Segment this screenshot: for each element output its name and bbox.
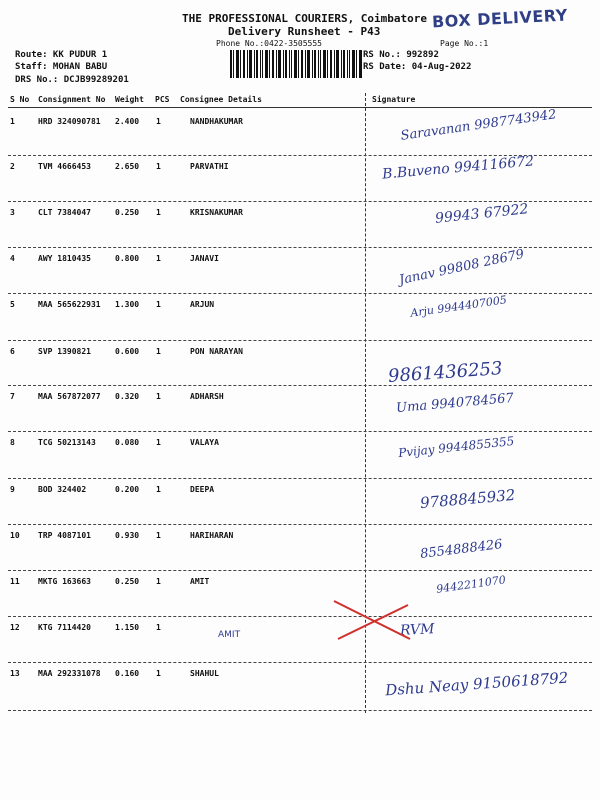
signature-handwriting: 9442211070 bbox=[435, 573, 507, 596]
weight-cell: 0.200 bbox=[115, 485, 140, 494]
col-header-signature: Signature bbox=[372, 95, 416, 104]
col-header-pcs: PCS bbox=[155, 95, 170, 104]
row-divider bbox=[8, 340, 592, 341]
pcs-cell: 1 bbox=[156, 669, 161, 678]
pcs-cell: 1 bbox=[156, 254, 161, 263]
consignment-no-cell: TCG 50213143 bbox=[38, 438, 96, 447]
pcs-cell: 1 bbox=[156, 300, 161, 309]
row-divider bbox=[8, 570, 592, 571]
consignee-cell: ADHARSH bbox=[190, 392, 224, 401]
signature-handwriting: Pvijay 9944855355 bbox=[397, 433, 515, 461]
consignee-cell: PON NARAYAN bbox=[190, 347, 243, 356]
drs-number: DRS No.: DCJB99289201 bbox=[15, 75, 129, 85]
row-divider bbox=[8, 247, 592, 248]
consignee-cell: SHAHUL bbox=[190, 669, 219, 678]
pcs-cell: 1 bbox=[156, 623, 161, 632]
sno-cell: 4 bbox=[10, 254, 15, 263]
sno-cell: 8 bbox=[10, 438, 15, 447]
row-divider bbox=[8, 385, 592, 386]
consignment-no-cell: MKTG 163663 bbox=[38, 577, 91, 586]
pcs-cell: 1 bbox=[156, 347, 161, 356]
weight-cell: 1.300 bbox=[115, 300, 140, 309]
sno-cell: 1 bbox=[10, 117, 15, 126]
consignment-no-cell: TVM 4666453 bbox=[38, 162, 91, 171]
sno-cell: 3 bbox=[10, 208, 15, 217]
pcs-cell: 1 bbox=[156, 531, 161, 540]
weight-cell: 0.600 bbox=[115, 347, 140, 356]
pcs-cell: 1 bbox=[156, 577, 161, 586]
row-divider bbox=[8, 478, 592, 479]
consignee-cell: AMIT bbox=[190, 577, 210, 586]
consignment-no-cell: TRP 4087101 bbox=[38, 531, 91, 540]
signature-handwriting: Janav 99808 28679 bbox=[397, 246, 526, 289]
sno-cell: 9 bbox=[10, 485, 15, 494]
pcs-cell: 1 bbox=[156, 392, 161, 401]
col-header-sno: S No bbox=[10, 95, 30, 104]
consignee-cell: PARVATHI bbox=[190, 162, 229, 171]
consignment-no-cell: BOD 324402 bbox=[38, 485, 87, 494]
consignment-no-cell: KTG 7114420 bbox=[38, 623, 91, 632]
pcs-cell: 1 bbox=[156, 117, 161, 126]
signature-handwriting: 9861436253 bbox=[387, 358, 504, 387]
handwritten-note: AMIT bbox=[218, 630, 241, 640]
row-divider bbox=[8, 524, 592, 525]
weight-cell: 0.250 bbox=[115, 208, 140, 217]
weight-cell: 0.250 bbox=[115, 577, 140, 586]
weight-cell: 2.400 bbox=[115, 117, 140, 126]
consignee-cell: ARJUN bbox=[190, 300, 215, 309]
pcs-cell: 1 bbox=[156, 438, 161, 447]
signature-handwriting: B.Buveno 994116672 bbox=[381, 153, 535, 183]
rs-number: RS No.: 992892 bbox=[363, 50, 439, 60]
sno-cell: 11 bbox=[10, 577, 20, 586]
sno-cell: 7 bbox=[10, 392, 15, 401]
signature-handwriting: Saravanan 9987743942 bbox=[399, 107, 558, 144]
sno-cell: 10 bbox=[10, 531, 20, 540]
consignee-cell: HARIHARAN bbox=[190, 531, 234, 540]
weight-cell: 0.320 bbox=[115, 392, 140, 401]
col-header-consignment: Consignment No bbox=[38, 95, 106, 104]
weight-cell: 1.150 bbox=[115, 623, 140, 632]
consignment-no-cell: SVP 1390821 bbox=[38, 347, 91, 356]
staff-label: Staff: MOHAN BABU bbox=[15, 62, 108, 72]
page-number: Page No.:1 bbox=[440, 39, 489, 48]
signature-handwriting: 99943 67922 bbox=[434, 201, 530, 227]
barcode-image bbox=[230, 50, 362, 78]
phone-number: Phone No.:0422-3505555 bbox=[216, 39, 322, 48]
consignee-cell: NANDHAKUMAR bbox=[190, 117, 243, 126]
sno-cell: 2 bbox=[10, 162, 15, 171]
row-divider bbox=[8, 616, 592, 617]
signature-handwriting: Uma 9940784567 bbox=[395, 390, 515, 417]
signature-handwriting: 8554888426 bbox=[419, 537, 504, 562]
weight-cell: 2.650 bbox=[115, 162, 140, 171]
col-header-consignee: Consignee Details bbox=[180, 95, 262, 104]
header-divider bbox=[8, 107, 592, 108]
pcs-cell: 1 bbox=[156, 162, 161, 171]
weight-cell: 0.800 bbox=[115, 254, 140, 263]
box-delivery-stamp: BOX DELIVERY bbox=[431, 5, 569, 32]
document-title: THE PROFESSIONAL COURIERS, Coimbatore bbox=[182, 12, 428, 25]
signature-handwriting: Arju 9944407005 bbox=[409, 293, 508, 320]
consignee-cell: VALAYA bbox=[190, 438, 219, 447]
signature-handwriting: RVM bbox=[399, 621, 435, 639]
row-divider bbox=[8, 431, 592, 432]
consignee-cell: DEEPA bbox=[190, 485, 215, 494]
signature-handwriting: Dshu Neay 9150618792 bbox=[384, 668, 569, 700]
weight-cell: 0.930 bbox=[115, 531, 140, 540]
row-divider bbox=[8, 710, 592, 711]
weight-cell: 0.160 bbox=[115, 669, 140, 678]
sno-cell: 5 bbox=[10, 300, 15, 309]
route-label: Route: KK PUDUR 1 bbox=[15, 50, 108, 60]
weight-cell: 0.080 bbox=[115, 438, 140, 447]
consignee-cell: KRISNAKUMAR bbox=[190, 208, 243, 217]
strike-through-mark bbox=[330, 595, 420, 645]
rs-date: RS Date: 04-Aug-2022 bbox=[363, 62, 472, 72]
document-subtitle: Delivery Runsheet - P43 bbox=[228, 25, 381, 38]
row-divider bbox=[8, 201, 592, 202]
consignment-no-cell: MAA 567872077 bbox=[38, 392, 101, 401]
consignment-no-cell: MAA 565622931 bbox=[38, 300, 101, 309]
pcs-cell: 1 bbox=[156, 485, 161, 494]
consignee-cell: JANAVI bbox=[190, 254, 219, 263]
consignment-no-cell: CLT 7384047 bbox=[38, 208, 91, 217]
consignment-no-cell: MAA 292331078 bbox=[38, 669, 101, 678]
consignment-no-cell: AWY 1810435 bbox=[38, 254, 91, 263]
sno-cell: 13 bbox=[10, 669, 20, 678]
pcs-cell: 1 bbox=[156, 208, 161, 217]
sno-cell: 6 bbox=[10, 347, 15, 356]
row-divider bbox=[8, 662, 592, 663]
sno-cell: 12 bbox=[10, 623, 20, 632]
signature-handwriting: 9788845932 bbox=[419, 485, 517, 513]
col-header-weight: Weight bbox=[115, 95, 144, 104]
consignment-no-cell: HRD 324090781 bbox=[38, 117, 101, 126]
